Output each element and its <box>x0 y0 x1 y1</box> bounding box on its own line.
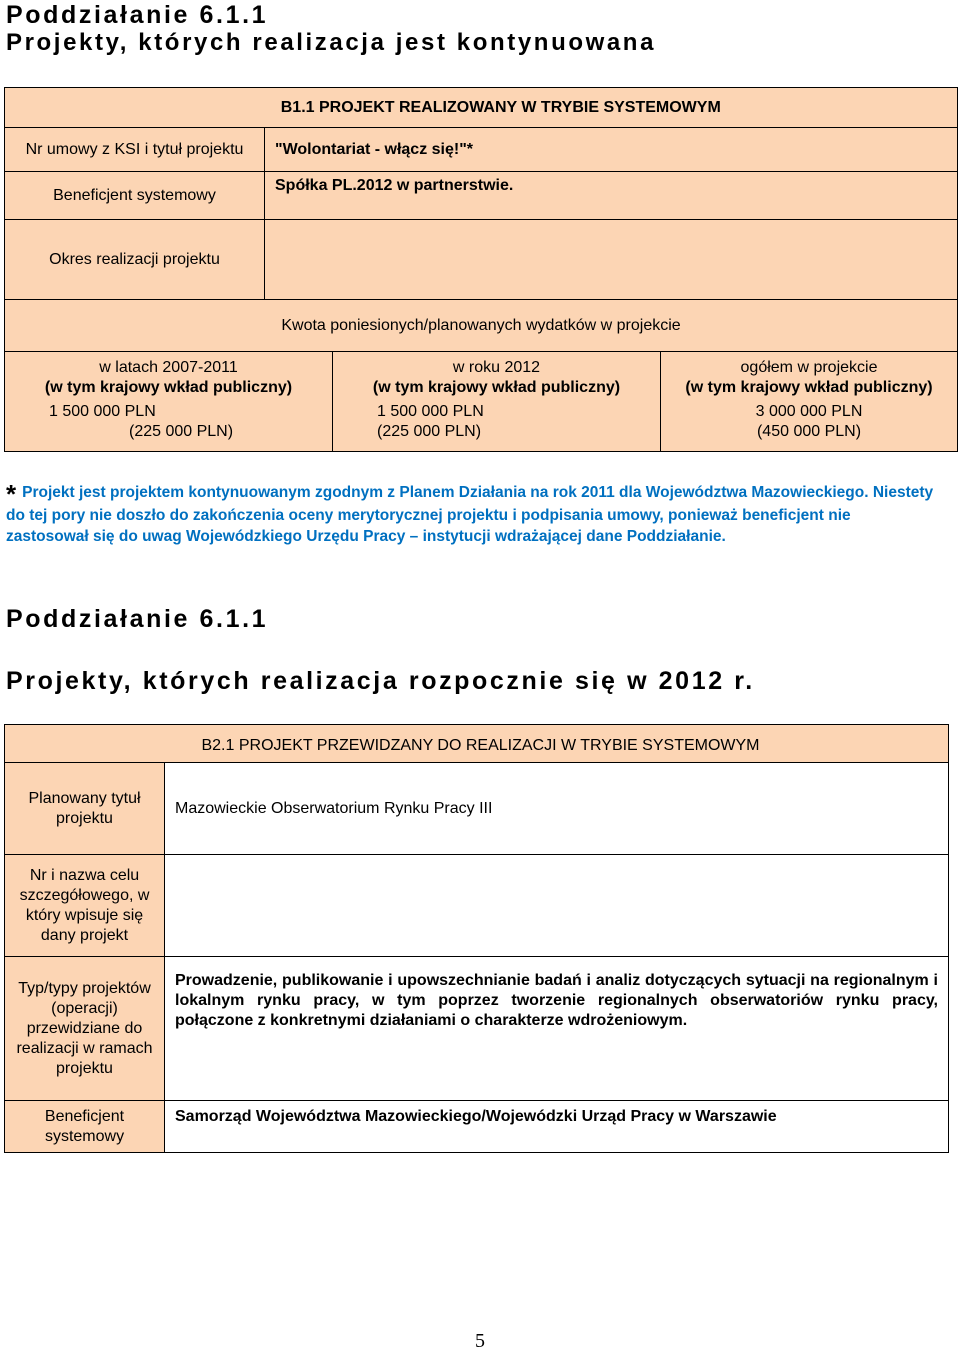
header-spacer <box>5 88 265 128</box>
expense-amount: 1 500 000 PLN <box>377 403 484 420</box>
row-label-goal: Nr i nazwa celu szczegółowego, w który wpisuje się dany projekt <box>5 855 165 957</box>
expense-public: (225 000 PLN) <box>377 423 482 440</box>
row-value-goal <box>165 855 949 957</box>
expense-col-2012 <box>333 352 661 452</box>
continuation-note <box>6 479 936 547</box>
section1-title: Poddziałanie 6.1.1 <box>6 1 269 29</box>
row-value-contract: "Wolontariat - włącz się!"* <box>265 128 958 172</box>
expense-col-line1: w latach 2007-2011 <box>99 359 238 376</box>
note-text: Projekt jest projektem kontynuowanym zgodnym z Planem Działania na rok 2011 dla Województwa Mazowieckiego. Niestety do tej pory nie doszło do zakończenia oceny merytorycznej projektu i podpisania umowy, ponieważ beneficjent nie zastosował się do uwag Wojewódzkiego Urzędu Pracy – instytucji wdrażającej dane Poddziałanie. <box>6 484 934 545</box>
table2-header: B2.1 PROJEKT PRZEWIDZANY DO REALIZACJI W TRYBIE SYSTEMOWYM <box>201 736 760 754</box>
row-value-period <box>265 220 958 300</box>
expense-amount: 1 500 000 PLN <box>49 403 156 420</box>
expense-col-line1: w roku 2012 <box>452 359 541 376</box>
table1-header: B1.1 PROJEKT REALIZOWANY W TRYBIE SYSTEMOWYM <box>280 98 721 116</box>
row-label-beneficiary: Beneficjent systemowy <box>5 172 265 220</box>
project-table-b2 <box>4 724 949 1153</box>
section1-subtitle: Projekty, których realizacja jest kontynuowana <box>6 29 657 56</box>
row-value-beneficiary: Spółka PL.2012 w partnerstwie. <box>265 172 958 220</box>
page-number: 5 <box>475 1330 485 1352</box>
row-value-title: Mazowieckie Obserwatorium Rynku Pracy III <box>165 763 949 855</box>
expenses-header: Kwota poniesionych/planowanych wydatków w projekcie <box>5 300 958 352</box>
expense-col-total <box>661 352 958 452</box>
expense-col-line2: (w tym krajowy wkład publiczny) <box>685 379 933 396</box>
section2-title: Poddziałanie 6.1.1 <box>6 605 269 633</box>
row-label-types: Typ/typy projektów (operacji) przewidziane do realizacji w ramach projektu <box>5 957 165 1101</box>
expense-public: (225 000 PLN) <box>129 423 234 440</box>
expense-amount: 3 000 000 PLN <box>755 403 863 420</box>
row-value-beneficiary: Samorząd Województwa Mazowieckiego/Wojewódzki Urząd Pracy w Warszawie <box>165 1101 949 1153</box>
table2-header-cell <box>5 725 949 763</box>
row-label-title: Planowany tytuł projektu <box>5 763 165 855</box>
expense-col-line2: (w tym krajowy wkład publiczny) <box>44 379 293 396</box>
footnote-star: * <box>6 479 17 509</box>
row-label-period: Okres realizacji projektu <box>5 220 265 300</box>
row-label-beneficiary: Beneficjent systemowy <box>5 1101 165 1153</box>
expense-col-line2: (w tym krajowy wkład publiczny) <box>372 379 621 396</box>
expense-public: (450 000 PLN) <box>756 423 862 440</box>
row-label-contract: Nr umowy z KSI i tytuł projektu <box>5 128 265 172</box>
expense-col-2007-2011 <box>5 352 333 452</box>
section2-subtitle: Projekty, których realizacja rozpocznie się w 2012 r. <box>6 667 755 695</box>
expense-col-line1: ogółem w projekcie <box>740 359 878 376</box>
project-table-b1 <box>4 87 958 452</box>
row-value-types: Prowadzenie, publikowanie i upowszechnianie badań i analiz dotyczących sytuacji na regionalnym i lokalnym rynku pracy, w tym poprzez tworzenie regionalnych obserwatoriów rynku pracy, połączone z konkretnymi działaniami o charakterze wdrożeniowym. <box>165 957 949 1101</box>
